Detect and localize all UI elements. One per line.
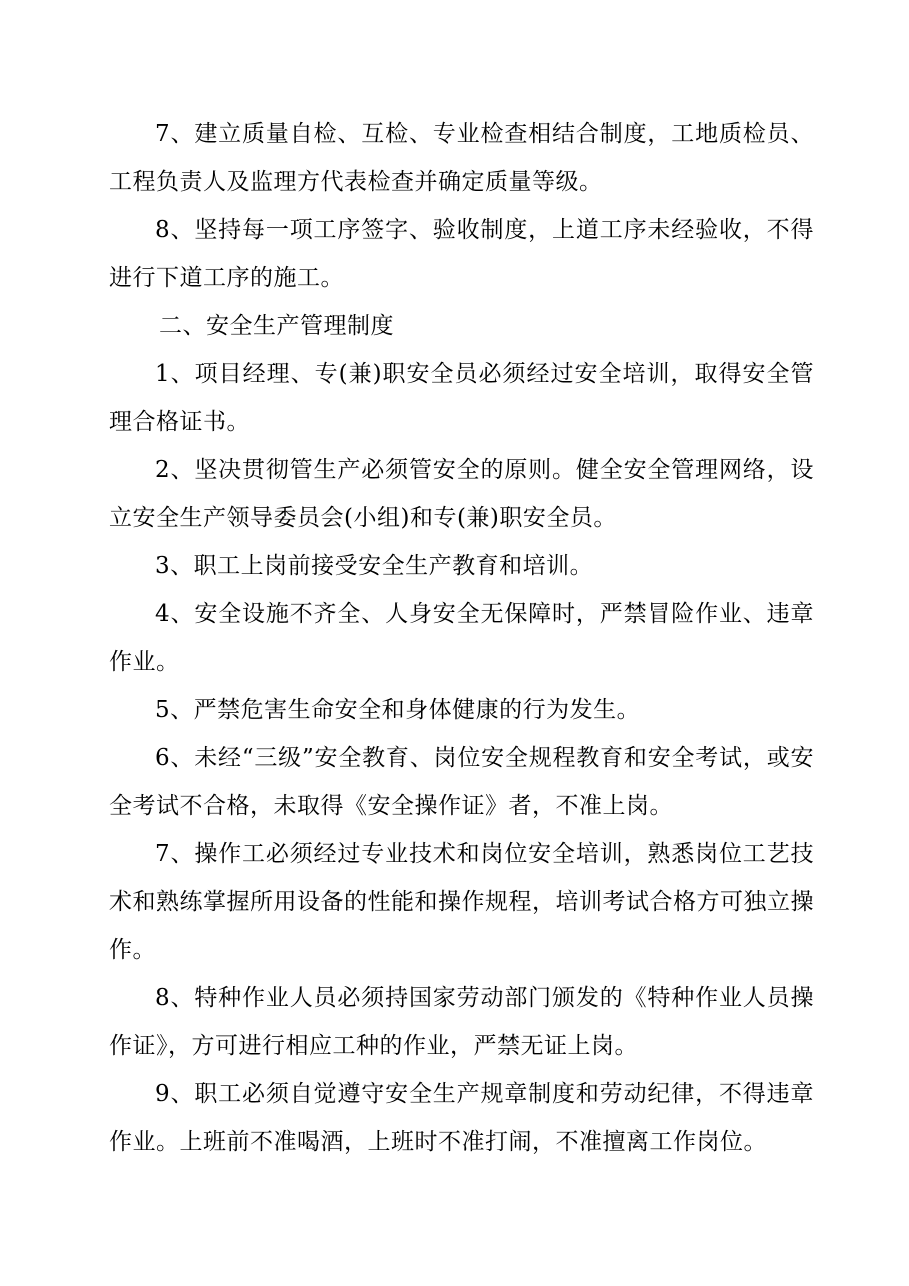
- paragraph-safety-3: 3、职工上岗前接受安全生产教育和培训。: [155, 553, 594, 579]
- paragraph-safety-7: 7、操作工必须经过专业技术和岗位安全培训，熟悉岗位工艺技术和熟练掌握所用设备的性能和操作规程，培训考试合格方可独立操作。: [109, 841, 814, 963]
- paragraph-safety-8: 8、特种作业人员必须持国家劳动部门颁发的《特种作业人员操作证》，方可进行相应工种的作业，严禁无证上岗。: [109, 985, 814, 1059]
- paragraph-safety-2: 2、坚决贯彻管生产必须管安全的原则。健全安全管理网络，设立安全生产领导委员会(小组)和专(兼)职安全员。: [109, 457, 814, 531]
- paragraph-safety-9: 9、职工必须自觉遵守安全生产规章制度和劳动纪律，不得违章作业。上班前不准喝酒，上班时不准打闹，不准擅离工作岗位。: [109, 1081, 814, 1155]
- paragraph-safety-4: 4、安全设施不齐全、人身安全无保障时，严禁冒险作业、违章作业。: [109, 601, 814, 675]
- paragraph-quality-8: 8、坚持每一项工序签字、验收制度，上道工序未经验收，不得进行下道工序的施工。: [109, 217, 814, 291]
- paragraph-safety-6: 6、未经“三级”安全教育、岗位安全规程教育和安全考试，或安全考试不合格，未取得《安全操作证》者，不准上岗。: [109, 745, 814, 819]
- section-heading-safety: 二、安全生产管理制度: [159, 313, 394, 339]
- paragraph-quality-7: 7、建立质量自检、互检、专业检查相结合制度，工地质检员、工程负责人及监理方代表检查并确定质量等级。: [109, 121, 814, 195]
- paragraph-safety-5: 5、严禁危害生命安全和身体健康的行为发生。: [155, 697, 641, 723]
- document-body: [109, 110, 814, 1166]
- paragraph-safety-1: 1、项目经理、专(兼)职安全员必须经过安全培训，取得安全管理合格证书。: [109, 361, 814, 435]
